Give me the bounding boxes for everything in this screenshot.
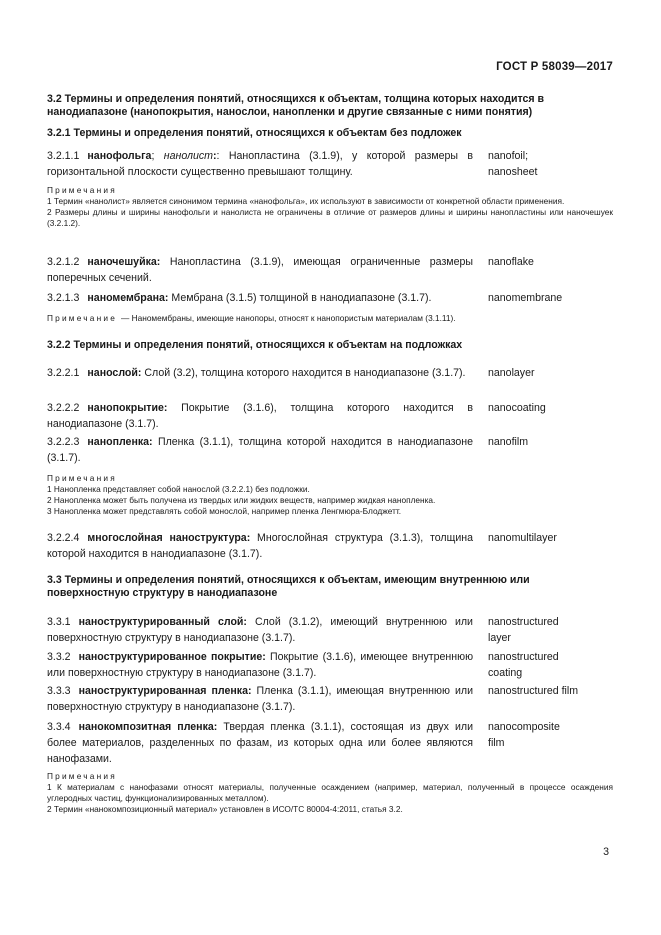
notes-block-nanofoil [47,185,613,229]
note-item: 1 Термин «нанолист» является синонимом термина «нанофольга», их используют в зависимости от конкретной области применения. [47,196,565,206]
note-item: 2 Нанопленка может быть получена из твердых или жидких веществ, например жидкая нанопленка. [47,495,436,505]
term-number: 3.2.2.2 [47,402,80,414]
section-3-3-heading: 3.3 Термины и определения понятий, относящихся к объектам, имеющим внутреннюю или поверхностную структуру в нанодиапазоне [47,574,530,599]
term-name: нанослой: [87,367,142,379]
term-entry-nanomembrane [47,290,612,306]
term-english-equivalent: nanostructured coating [488,651,559,679]
section-3-2-1-heading: 3.2.1 Термины и определения понятий, относящихся к объектам без подложек [47,127,462,139]
term-definition [47,649,473,681]
term-separator: ; [151,150,164,162]
term-definition [47,683,473,715]
term-name: наноструктурированное покрытие: [78,651,266,663]
term-definition: 3.2.1.1 нанофольга; нанолист:: Нанопластина (3.1.9), у которой размеры в горизонтальной плоскости существенно превышают толщину. [47,150,474,178]
term-name: наноструктурированная пленка: [78,685,252,697]
term-definition-text: Твердая пленка (3.1.1), состоящая из двух или более материалов, разделенных по фазам, из которых одна или более являются нанофазами. [47,721,473,765]
term-definition [47,400,473,432]
term-entry-nanocoating [47,400,612,432]
term-definition [47,530,473,562]
term-number: 3.3.2 [47,651,71,663]
document-header: ГОСТ Р 58039—2017 [496,61,613,73]
notes-block-nanocomposite [47,771,613,815]
term-entry-nanocomposite-film [47,719,612,767]
term-definition [47,434,473,466]
note-item: 1 К материалам с нанофазами относят материалы, полученные осаждением (например, материал, полученный в процессе осаждения углеродных частиц, функционализированных металлом). [47,782,613,803]
section-3-2-2-heading: 3.2.2 Термины и определения понятий, относящихся к объектам на подложках [47,339,463,351]
term-definition-text: Мембрана (3.1.5) толщиной в нанодиапазоне (3.1.7). [168,292,432,304]
note-item: 3 Нанопленка может представлять собой монослой, например пленка Ленгмюра-Блоджетт. [47,506,402,516]
term-name: многослойная наноструктура: [87,532,251,544]
term-english-equivalent: nanofoil; nanosheet [488,150,538,178]
term-entry-nanoflake [47,254,612,286]
notes-block-nanofilm [47,473,613,517]
page-number: 3 [603,846,609,858]
term-entry-nanofoil [47,148,612,180]
term-number: 3.2.2.1 [47,367,80,379]
term-name: наноструктурированный слой: [78,616,247,628]
term-definition-text: Слой (3.1.2), имеющий внутреннюю или поверхностную структуру в нанодиапазоне (3.1.7). [47,616,473,644]
term-definition-text: Слой (3.2), толщина которого находится в нанодиапазоне (3.1.7). [141,367,466,379]
term-english-equivalent: nanomultilayer [488,532,557,544]
term-number: 3.2.1.3 [47,292,80,304]
term-number: 3.2.1.2 [47,256,80,268]
term-english-equivalent: nanocomposite film [488,721,560,749]
term-definition-text: Покрытие (3.1.6), толщина которого находится в нанодиапазоне (3.1.7). [47,402,473,430]
term-english-equivalent: nanofilm [488,436,529,448]
term-definition [47,254,473,286]
term-name: нанофольга [87,150,152,162]
term-definition-text: Нанопластина (3.1.9), имеющая ограниченные размеры поперечных сечений. [47,256,473,284]
note-item: 2 Размеры длины и ширины нанофольги и нанолиста не ограничены в отличие от размеров длины и ширины нанопластины или наночешуек (3.2.1.2). [47,207,613,228]
term-entry-nanolayer [47,365,612,381]
notes-title: Примечания [47,473,117,483]
term-english-equivalent: nanoflake [488,256,534,268]
term-definition-text: : Нанопластина (3.1.9), у которой размеры в горизонтальной плоскости существенно превышают толщину. [47,150,474,178]
note-item: 2 Термин «нанокомпозиционный материал» установлен в ИСО/ТС 80004-4:2011, статья 3.2. [47,804,403,814]
note-item: 1 Нанопленка представляет собой нанослой (3.2.2.1) без подложки. [47,484,310,494]
term-english-equivalent: nanostructured layer [488,616,559,644]
term-english-equivalent: nanocoating [488,402,546,414]
term-entry-nanomultilayer [47,530,612,562]
term-definition [47,719,473,767]
term-english-equivalent: nanomembrane [488,292,563,304]
term-definition [47,614,473,646]
term-entry-nanostructured-film [47,683,612,715]
note-nanomembrane [47,313,613,324]
term-entry-nanostructured-coating [47,649,612,681]
term-number: 3.3.1 [47,616,71,628]
term-definition-text: Пленка (3.1.1), толщина которой находится в нанодиапазоне (3.1.7). [47,436,473,464]
term-name: нанокомпозитная пленка: [78,721,218,733]
term-english-equivalent: nanostructured film [488,685,579,697]
notes-title: Примечания [47,185,117,195]
term-synonym: нанолист [163,150,213,162]
term-number: 3.2.1.1 [47,150,80,162]
section-3-2-heading: 3.2 Термины и определения понятий, относящихся к объектам, толщина которых находится в нанодиапазоне (нанопокрытия, нанослои, нанопленки и другие связанные с ними понятия) [47,93,545,118]
notes-title: Примечания [47,771,117,781]
term-definition-text: Многослойная структура (3.1.3), толщина которой находится в нанодиапазоне (3.1.7). [47,532,473,560]
term-number: 3.2.2.4 [47,532,80,544]
term-definition-text: Пленка (3.1.1), имеющая внутреннюю или поверхностную структуру в нанодиапазоне (3.1.7). [47,685,473,713]
term-number: 3.3.3 [47,685,71,697]
note-title: Примечание [47,313,118,323]
term-name: нанопокрытие: [87,402,168,414]
term-name: наномембрана: [87,292,169,304]
term-name: наночешуйка: [87,256,161,268]
term-definition [47,365,473,381]
term-definition [47,290,473,306]
term-definition-text: Покрытие (3.1.6), имеющее внутреннюю или поверхностную структуру в нанодиапазоне (3.1.7). [47,651,474,679]
term-english-equivalent: nanolayer [488,367,535,379]
term-number: 3.2.2.3 [47,436,80,448]
term-name: нанопленка: [87,436,153,448]
term-entry-nanostructured-layer [47,614,612,646]
term-number: 3.3.4 [47,721,71,733]
term-entry-nanofilm [47,434,612,466]
note-text: — Наномембраны, имеющие нанопоры, относят к нанопористым материалам (3.1.11). [121,313,456,323]
